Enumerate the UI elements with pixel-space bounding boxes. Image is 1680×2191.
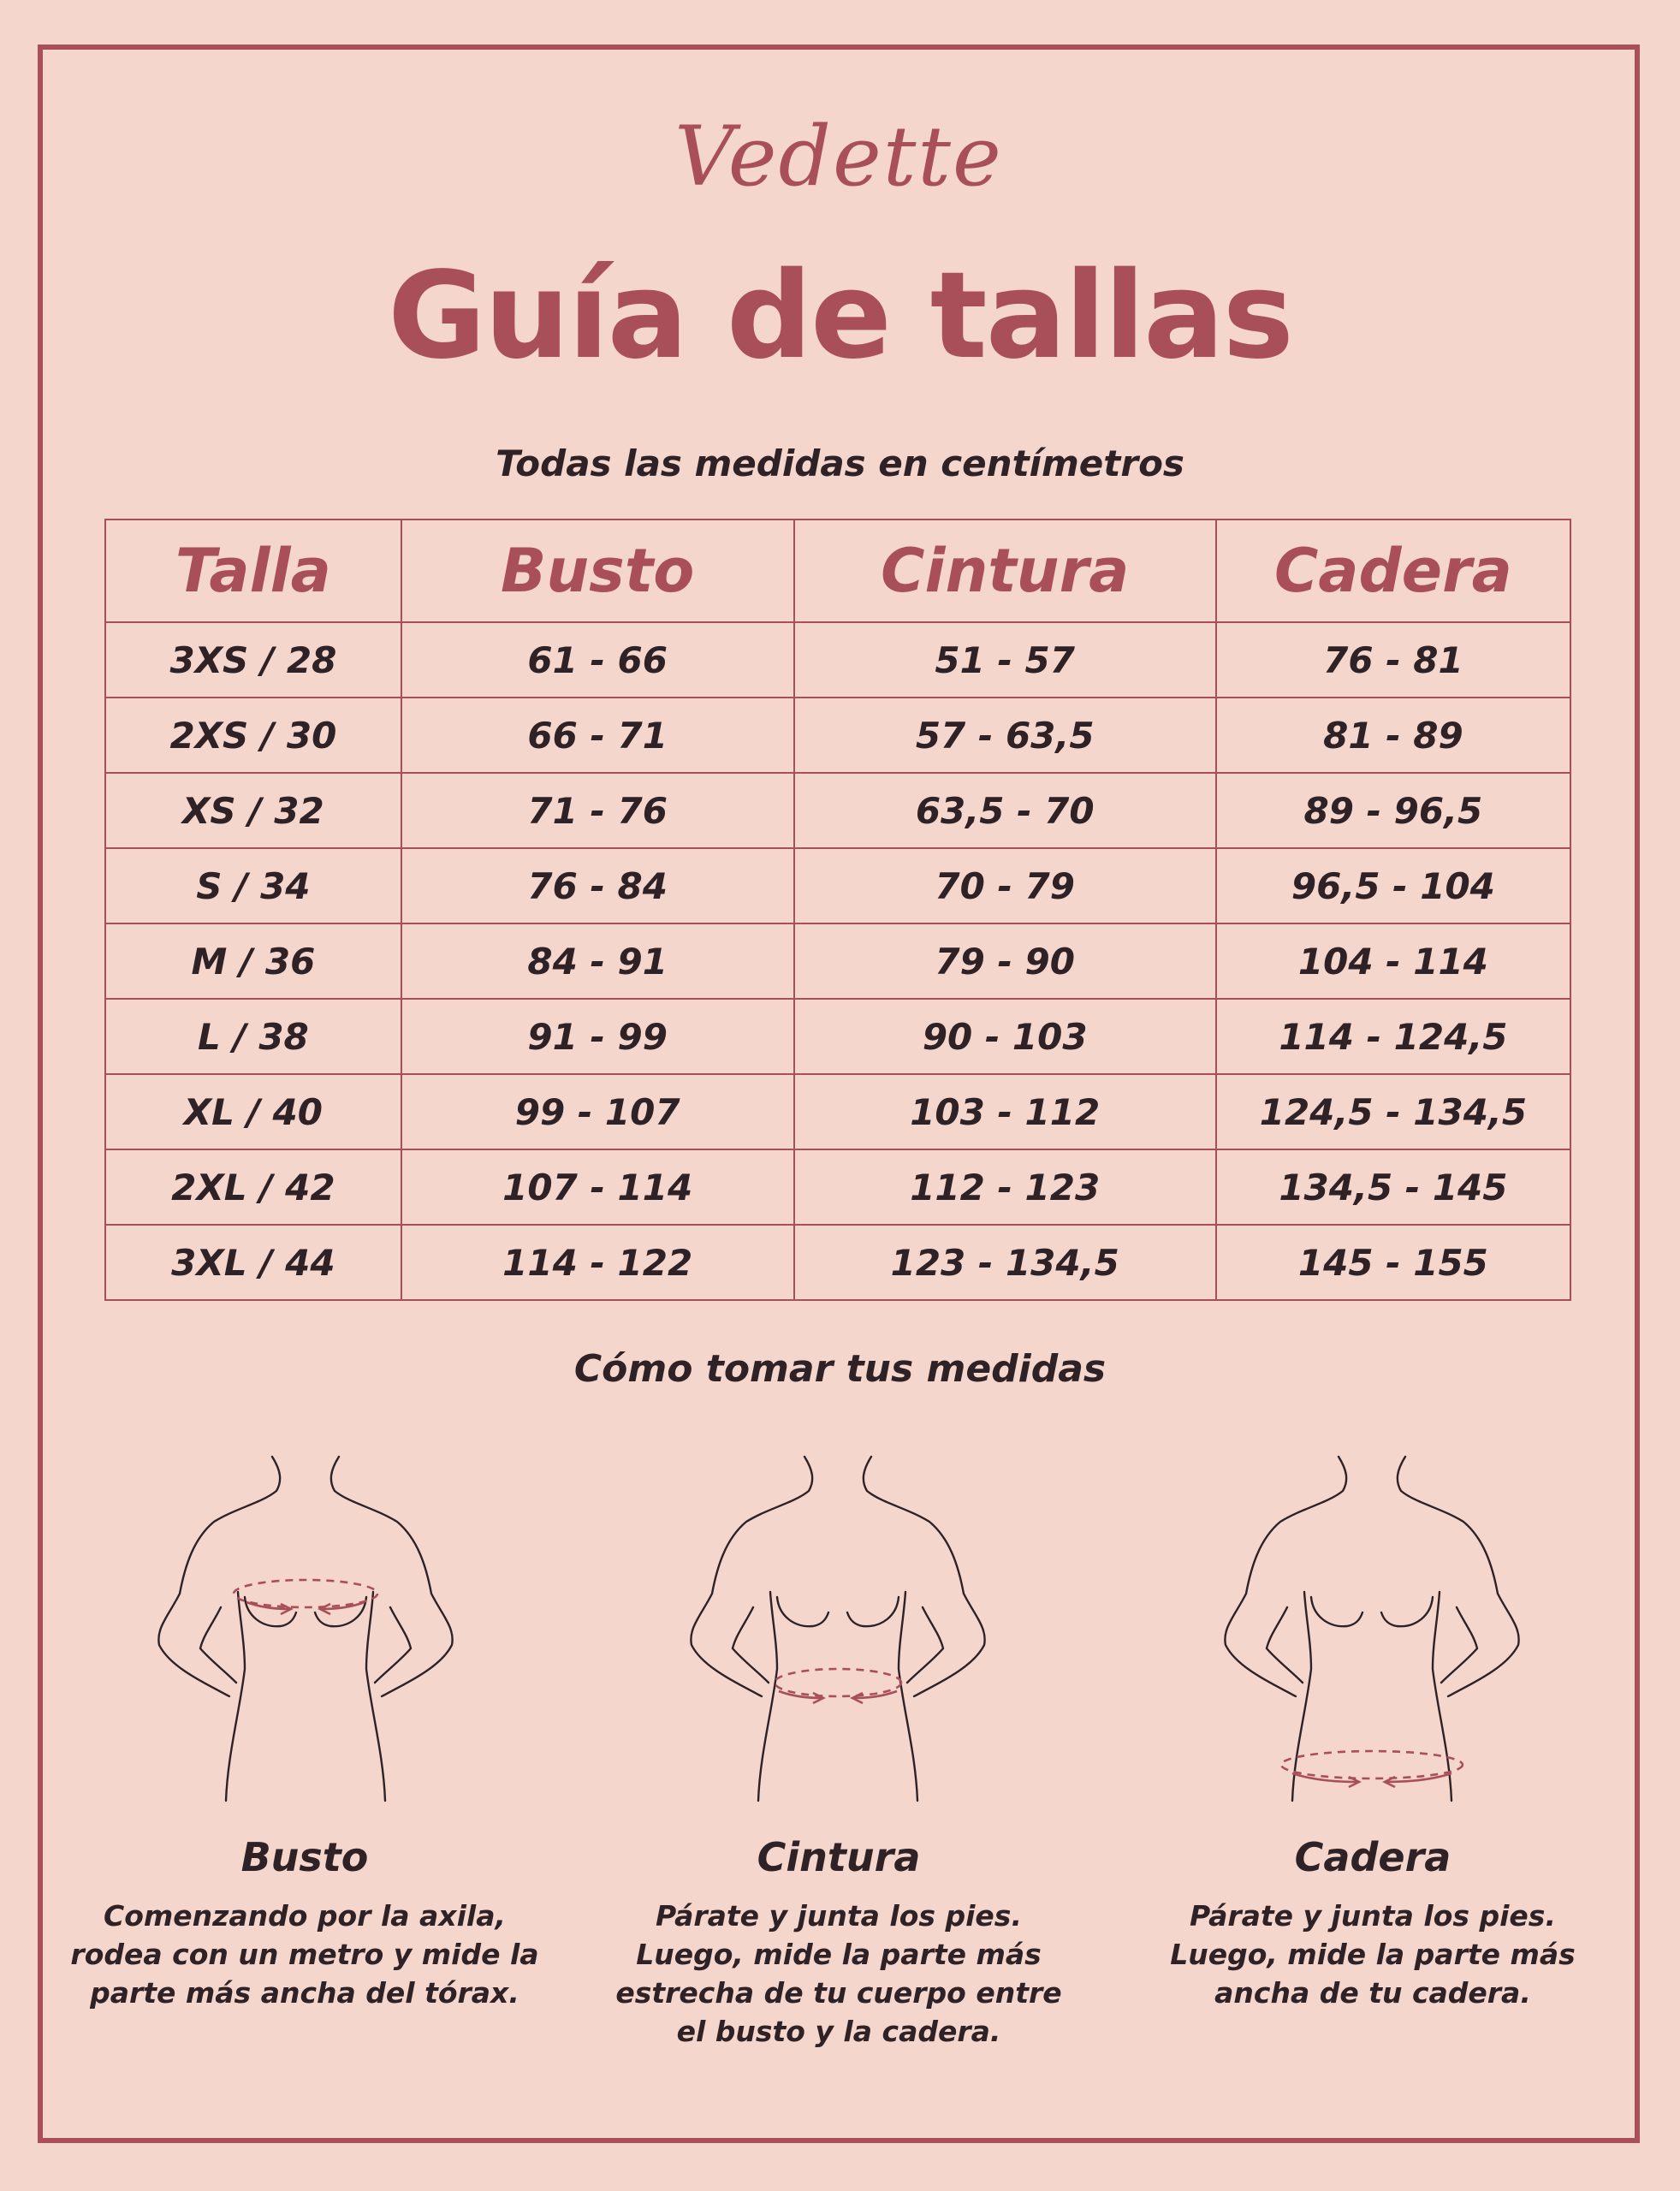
table-row — [105, 1225, 1570, 1300]
table-row — [105, 698, 1570, 773]
cell-busto: 99 - 107 — [401, 1074, 794, 1149]
cell-size: XS / 32 — [105, 773, 401, 848]
table-row — [105, 1149, 1570, 1225]
table-row — [105, 1074, 1570, 1149]
cell-cadera: 96,5 - 104 — [1216, 848, 1570, 923]
waist-line: el busto y la cadera. — [676, 2015, 1001, 2048]
cell-cintura: 70 - 79 — [794, 848, 1216, 923]
table-row — [105, 999, 1570, 1074]
cell-cintura: 103 - 112 — [794, 1074, 1216, 1149]
hip-description — [1133, 1897, 1612, 2012]
hip-line: ancha de tu cadera. — [1214, 1976, 1531, 2010]
waist-instructions — [599, 1823, 1078, 2051]
waist-title: Cintura — [757, 1834, 921, 1880]
cell-size: 2XS / 30 — [105, 698, 401, 773]
cell-size: XL / 40 — [105, 1074, 401, 1149]
table-row — [105, 622, 1570, 698]
cell-size: 2XL / 42 — [105, 1149, 401, 1225]
bust-line: parte más ancha del tórax. — [90, 1976, 519, 2010]
cell-cintura: 57 - 63,5 — [794, 698, 1216, 773]
cell-busto: 66 - 71 — [401, 698, 794, 773]
cell-size: 3XS / 28 — [105, 622, 401, 698]
logo-text: Vedette — [674, 109, 1003, 205]
waist-description — [599, 1897, 1078, 2051]
cell-cintura: 112 - 123 — [794, 1149, 1216, 1225]
cell-size: M / 36 — [105, 923, 401, 999]
waist-line: Párate y junta los pies. — [656, 1899, 1022, 1933]
bust-instructions — [65, 1823, 544, 2012]
table-row — [105, 848, 1570, 923]
cell-busto: 107 - 114 — [401, 1149, 794, 1225]
header-cintura: Cintura — [794, 520, 1216, 622]
cell-cintura: 79 - 90 — [794, 923, 1216, 999]
cell-cadera: 114 - 124,5 — [1216, 999, 1570, 1074]
header-busto: Busto — [401, 520, 794, 622]
how-to-measure-title: Cómo tomar tus medidas — [573, 1347, 1107, 1391]
bust-line: rodea con un metro y mide la — [70, 1938, 539, 1971]
cell-busto: 76 - 84 — [401, 848, 794, 923]
page-subtitle: Todas las medidas en centímetros — [496, 442, 1184, 484]
cell-cadera: 104 - 114 — [1216, 923, 1570, 999]
cell-cadera: 145 - 155 — [1216, 1225, 1570, 1300]
waist-figure-illustration — [676, 1446, 1001, 1806]
waist-line: estrecha de tu cuerpo entre — [615, 1976, 1062, 2010]
cell-busto: 71 - 76 — [401, 773, 794, 848]
cell-cadera: 134,5 - 145 — [1216, 1149, 1570, 1225]
cell-cintura: 63,5 - 70 — [794, 773, 1216, 848]
cell-cintura: 123 - 134,5 — [794, 1225, 1216, 1300]
cell-busto: 84 - 91 — [401, 923, 794, 999]
cell-size: S / 34 — [105, 848, 401, 923]
cell-size: L / 38 — [105, 999, 401, 1074]
cell-cintura: 51 - 57 — [794, 622, 1216, 698]
cell-busto: 91 - 99 — [401, 999, 794, 1074]
hip-figure-illustration — [1210, 1446, 1535, 1806]
cell-cadera: 81 - 89 — [1216, 698, 1570, 773]
bust-description — [65, 1897, 544, 2012]
cell-busto: 114 - 122 — [401, 1225, 794, 1300]
page-title: Guía de tallas — [388, 246, 1292, 386]
header-talla: Talla — [105, 520, 401, 622]
header-cadera: Cadera — [1216, 520, 1570, 622]
waist-line: Luego, mide la parte más — [636, 1938, 1042, 1971]
hip-instructions — [1133, 1823, 1612, 2012]
brand-logo — [633, 75, 1044, 212]
bust-line: Comenzando por la axila, — [103, 1899, 506, 1933]
size-table — [104, 519, 1571, 1301]
hip-line: Luego, mide la parte más — [1170, 1938, 1576, 1971]
cell-cadera: 124,5 - 134,5 — [1216, 1074, 1570, 1149]
cell-cadera: 76 - 81 — [1216, 622, 1570, 698]
table-row — [105, 923, 1570, 999]
hip-line: Párate y junta los pies. — [1190, 1899, 1556, 1933]
cell-size: 3XL / 44 — [105, 1225, 401, 1300]
hip-title: Cadera — [1294, 1834, 1451, 1880]
cell-cintura: 90 - 103 — [794, 999, 1216, 1074]
cell-cadera: 89 - 96,5 — [1216, 773, 1570, 848]
table-header-row — [105, 520, 1570, 622]
cell-busto: 61 - 66 — [401, 622, 794, 698]
bust-figure-illustration — [144, 1446, 469, 1806]
bust-title: Busto — [240, 1834, 369, 1880]
table-row — [105, 773, 1570, 848]
